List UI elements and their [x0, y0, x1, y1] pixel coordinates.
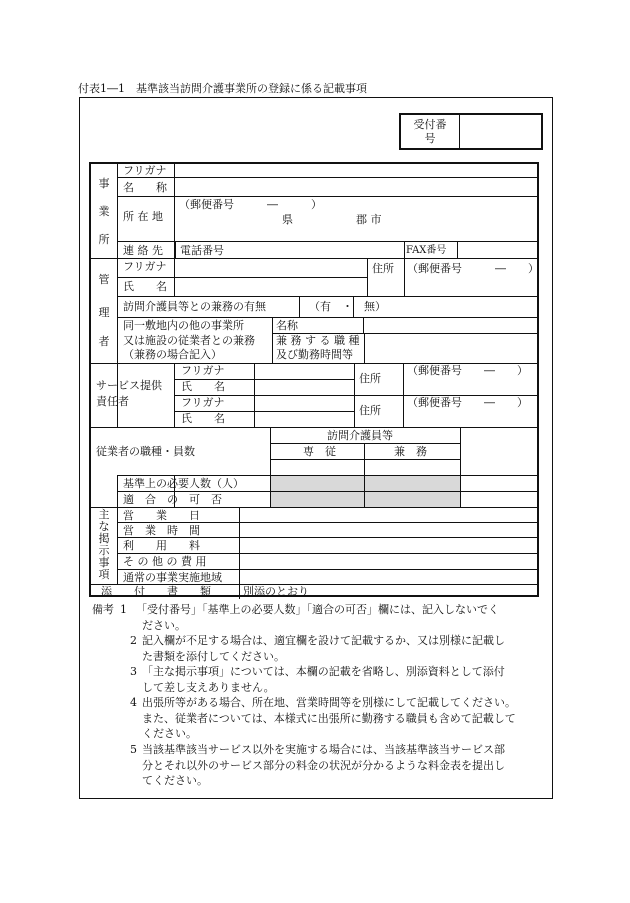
jigyosho-tel-label: 電話番号 [180, 244, 224, 257]
kanrisha-label-1: 管 [98, 273, 110, 286]
postings-label-1: 主 [98, 508, 110, 521]
jigyosho-contact-label: 連 絡 先 [123, 244, 163, 257]
service-name-label-1: 氏 名 [181, 380, 225, 393]
service-furigana-label-1: フリガナ [181, 364, 225, 377]
service-postal-1[interactable]: （郵便番号 ― ） [407, 364, 528, 377]
postings-label-2: な [98, 520, 110, 533]
receipt-number-field[interactable] [460, 115, 541, 148]
page-title: 付表1―1 基準該当訪問介護事業所の登録に係る記載事項 [78, 82, 367, 95]
posting-service-area: 通常の事業実施地域 [123, 571, 222, 584]
jigyosho-postal[interactable]: （郵便番号 ― ） [179, 198, 322, 211]
service-label-line-1: サービス提供 [96, 379, 162, 392]
jigyosho-label-3: 所 [98, 233, 110, 246]
kanrisha-duty-line-1: 兼 務 す る 職 種 [276, 334, 360, 347]
kanrisha-furigana-label: フリガナ [123, 260, 167, 273]
kanrisha-other-line-1: 同一敷地内の他の事業所 [123, 319, 244, 332]
kanrisha-concurrent-choice[interactable]: （有 ・ 無） [309, 300, 386, 313]
jigyosho-label-1: 事 [98, 177, 110, 190]
postings-label-6: 項 [98, 568, 110, 581]
attach-value: 別添のとおり [243, 585, 309, 598]
kanrisha-label-2: 理 [98, 306, 110, 319]
kanrisha-other-name-label: 名称 [276, 319, 298, 332]
kanrisha-name-label: 氏 名 [123, 280, 167, 293]
staff-label: 従業者の職種・員数 [96, 445, 195, 458]
service-postal-2[interactable]: （郵便番号 ― ） [407, 396, 528, 409]
kanrisha-other-line-3: （兼務の場合記入） [123, 348, 222, 361]
kanrisha-postal[interactable]: （郵便番号 ― ） [407, 262, 539, 275]
posting-business-days: 営 業 日 [123, 509, 200, 522]
kanrisha-duty-line-2: 及び勤務時間等 [276, 348, 353, 361]
staff-parttime-label: 兼 務 [394, 445, 427, 458]
notes-head: 備考 [92, 603, 114, 616]
jigyosho-furigana-field[interactable] [179, 165, 534, 177]
kanrisha-label-3: 者 [98, 335, 110, 348]
postings-label-5: 事 [98, 556, 110, 569]
attach-label: 添 付 書 類 [101, 585, 211, 598]
kanrisha-concurrent-label: 訪問介護員等との兼務の有無 [123, 300, 266, 313]
receipt-label: 受付番号 [401, 115, 460, 148]
receipt-box [399, 113, 543, 150]
staff-required-label: 基準上の必要人数（人） [123, 477, 244, 490]
jigyosho-fax-label: FAX番号 [406, 245, 447, 256]
jigyosho-city: 郡 市 [356, 213, 382, 226]
service-label-line-2: 責任者 [96, 395, 129, 408]
service-name-label-2: 氏 名 [181, 412, 225, 425]
service-address-label-1: 住所 [359, 372, 381, 385]
service-address-label-2: 住所 [359, 404, 381, 417]
staff-group-label: 訪問介護員等 [327, 429, 393, 442]
jigyosho-name-label: 名 称 [123, 181, 167, 194]
posting-other-costs: そ の 他 の 費 用 [123, 555, 207, 568]
kanrisha-address-label: 住所 [372, 262, 394, 275]
kanrisha-other-line-2: 又は施設の従業者との兼務 [123, 334, 255, 347]
staff-fulltime-label: 専 従 [303, 445, 336, 458]
posting-business-hours: 営 業 時 間 [123, 524, 200, 537]
postings-label-4: 示 [98, 544, 110, 557]
registration-form [89, 162, 539, 597]
jigyosho-address-label: 所 在 地 [123, 210, 163, 223]
jigyosho-furigana-label: フリガナ [123, 164, 167, 177]
jigyosho-pref: 県 [282, 213, 293, 226]
jigyosho-label-2: 業 [98, 205, 110, 218]
staff-suitability-label: 適 合 の 可 否 [123, 493, 222, 506]
jigyosho-name-field[interactable] [179, 181, 534, 195]
postings-label-3: 掲 [98, 532, 110, 545]
service-furigana-label-2: フリガナ [181, 396, 225, 409]
posting-fees: 利 用 料 [123, 539, 200, 552]
